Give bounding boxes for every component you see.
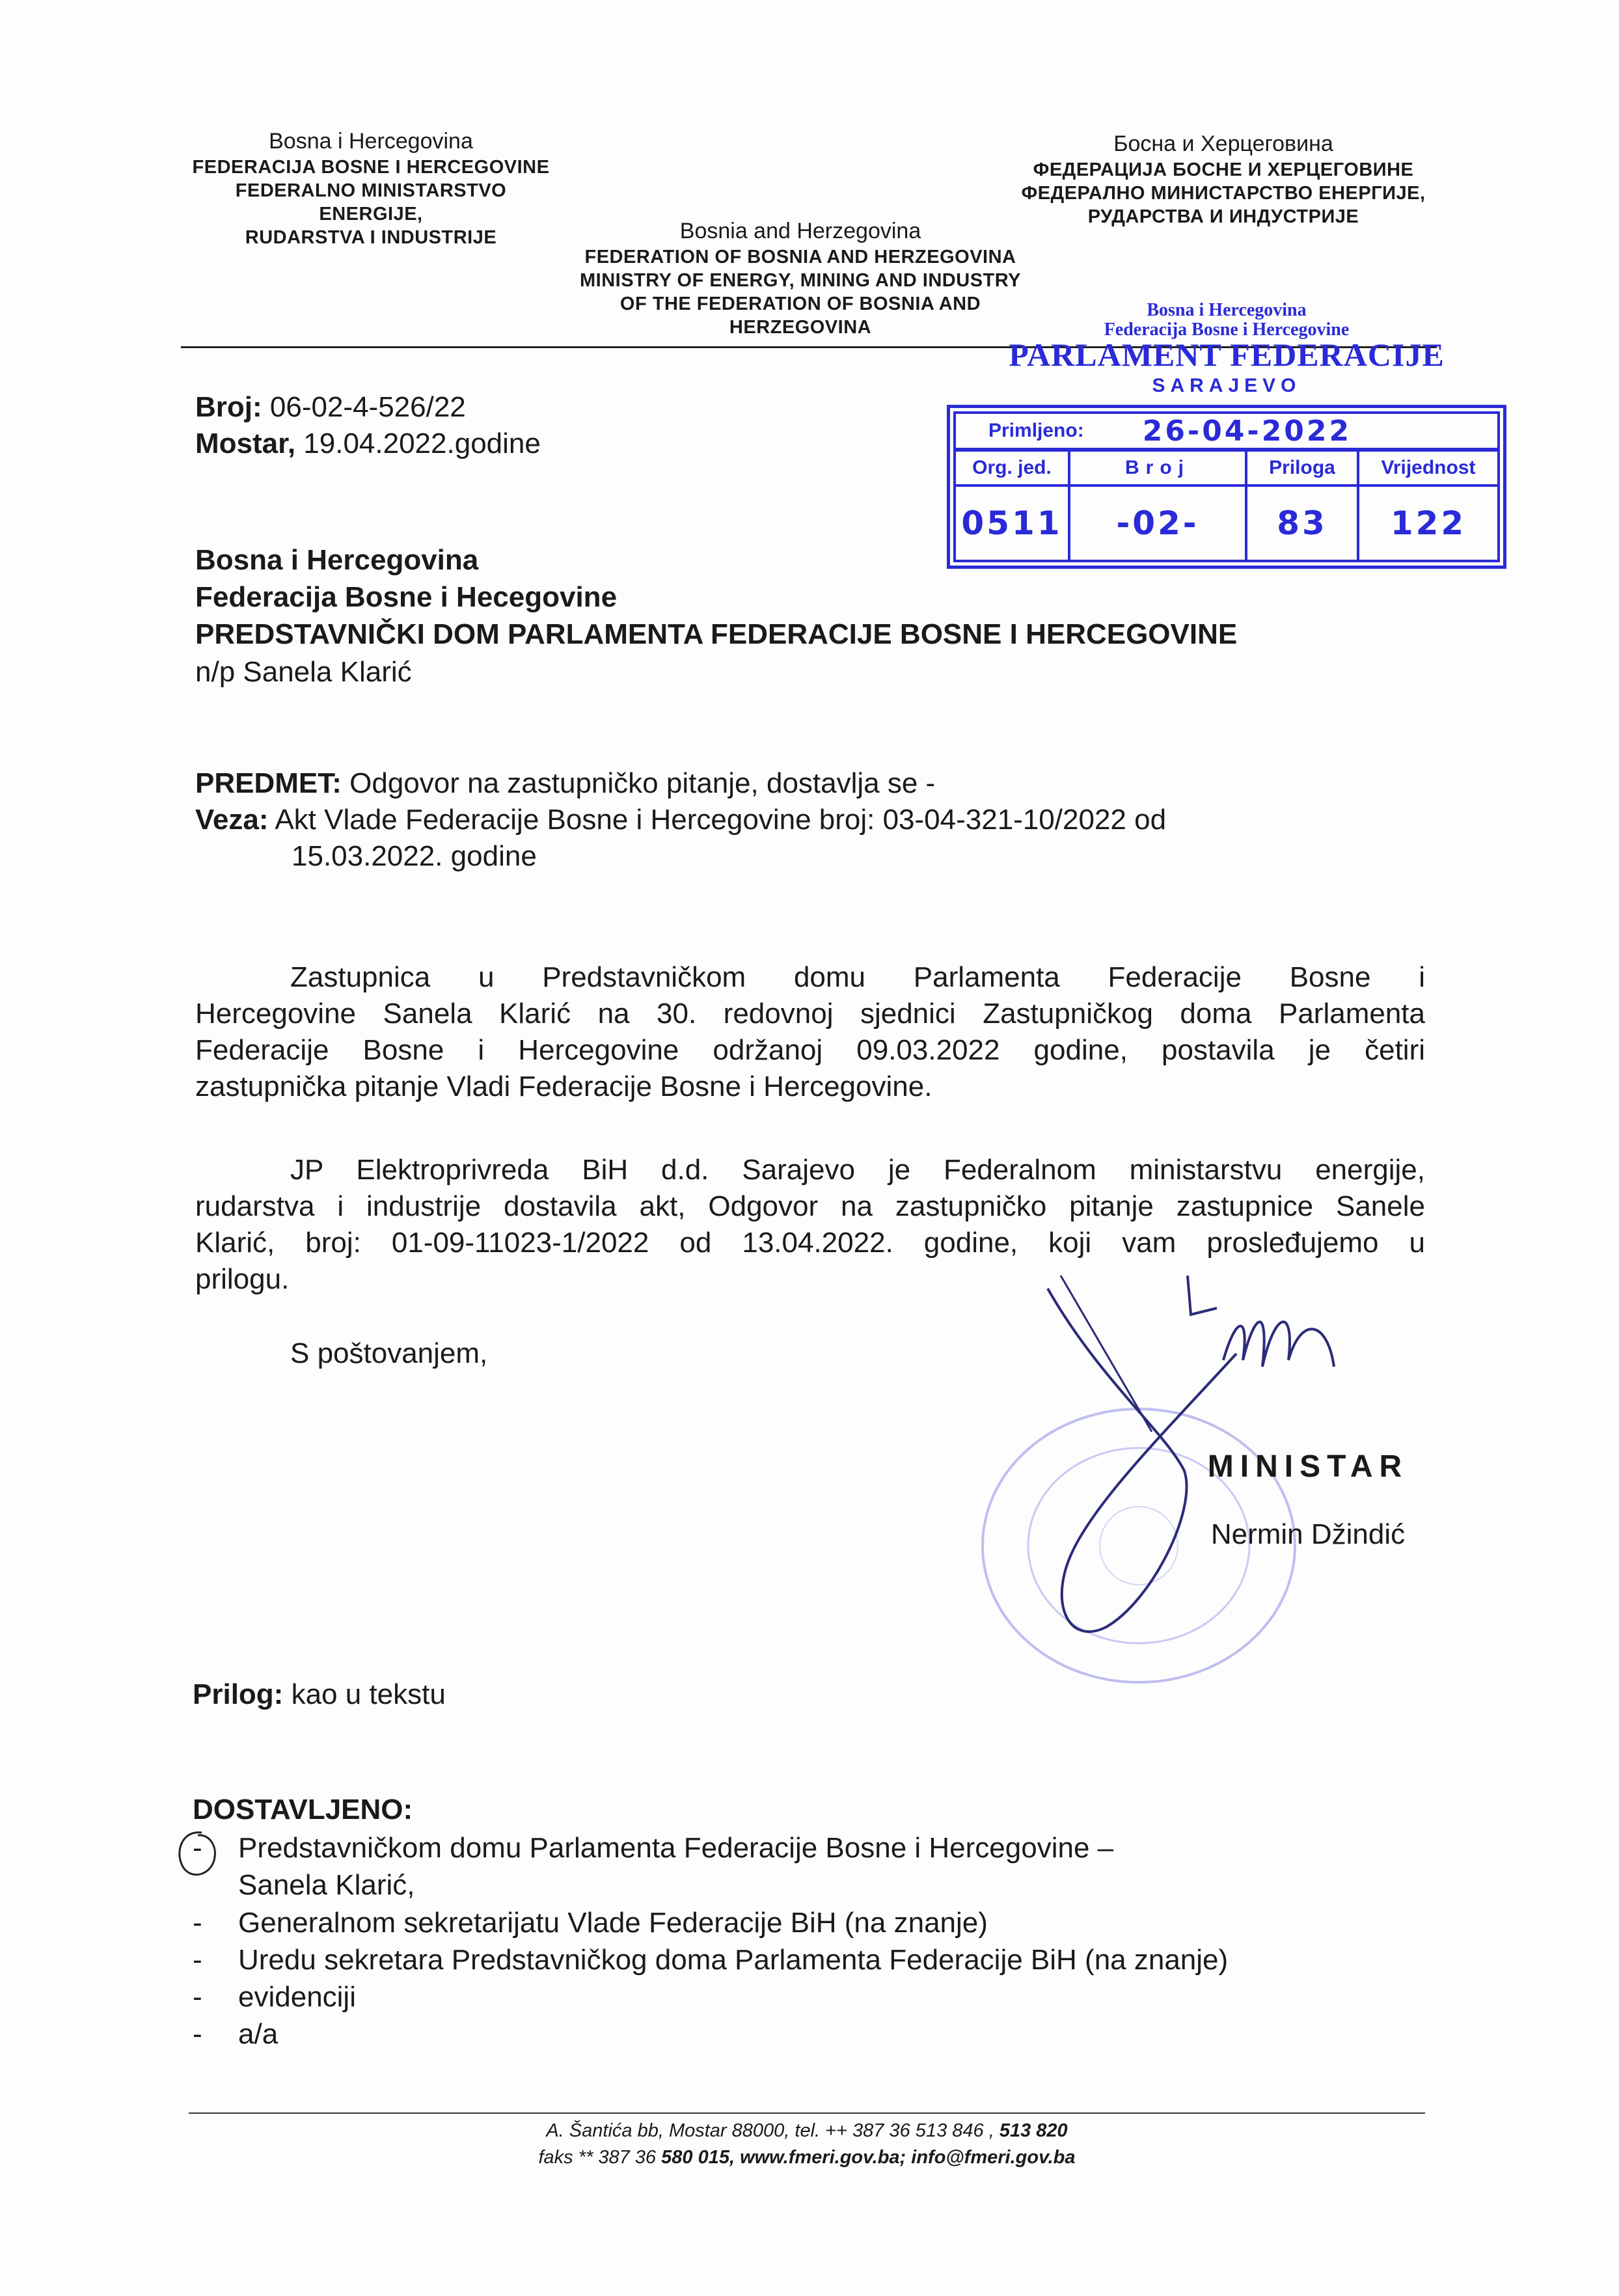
p2-line4: prilogu. (195, 1263, 290, 1295)
attachment-text: kao u tekstu (291, 1678, 446, 1710)
header-left (189, 128, 553, 250)
footer (189, 2118, 1425, 2170)
distribution-heading: DOSTAVLJENO: (193, 1794, 413, 1825)
p1-line1: Zastupnica u Predstavničkom domu Parlamenta Federacije Bosne i (290, 961, 1425, 993)
stamp-val-broj: -02- (1068, 484, 1247, 562)
document-meta (195, 389, 781, 463)
reference-text: Akt Vlade Federacije Bosne i Hercegovine broj: 03-04-321-10/2022 od (275, 803, 1167, 836)
stamp-val-org: 0511 (953, 484, 1070, 562)
header-center-line2: FEDERATION OF BOSNIA AND HERZEGOVINA (584, 246, 1016, 267)
signatory-name: Nermin Džindić (1210, 1518, 1406, 1550)
handwritten-signature (1022, 1237, 1386, 1653)
reference-line (195, 802, 1432, 838)
header-center-line5: HERZEGOVINA (729, 317, 872, 338)
reference-number-label: Broj: (195, 391, 262, 423)
list-item-continued (193, 1866, 1429, 1904)
list-marker: - (193, 1906, 202, 1939)
header-center-line4: OF THE FEDERATION OF BOSNIA AND (619, 294, 981, 314)
list-marker: - (193, 2018, 202, 2051)
recipient-block (195, 541, 1432, 690)
header-right-line2: ФЕДЕРАЦИЈА БОСНЕ И ХЕРЦЕГОВИНЕ (1033, 159, 1414, 180)
list-item (193, 1941, 1429, 1978)
footer-divider (189, 2112, 1425, 2114)
attachment-line (193, 1676, 446, 1713)
stamp-received-label: Primljeno: (988, 420, 1084, 441)
recipient-line2: Federacija Bosne i Hecegovine (195, 581, 618, 614)
stamp-val-priloga: 83 (1245, 484, 1359, 562)
header-left-line4: RUDARSTVA I INDUSTRIJE (245, 227, 497, 249)
header-left-line1: Bosna i Hercegovina (269, 129, 473, 154)
footer-address (189, 2118, 1425, 2144)
list-marker: - (193, 1832, 202, 1865)
closing: S poštovanjem, (290, 1337, 488, 1369)
document-date (195, 426, 781, 462)
header-right (1015, 130, 1432, 228)
stamp-line3: PARLAMENT FEDERACIJE (1009, 336, 1445, 373)
stamp-line4: SARAJEVO (1152, 375, 1301, 396)
stamp-line1: Bosna i Hercegovina (1147, 300, 1307, 320)
p2-line1: JP Elektroprivreda BiH d.d. Sarajevo je Federalnom ministarstvu energije, (290, 1154, 1425, 1186)
stamp-col-org: Org. jed. (953, 449, 1070, 487)
body-paragraph-1 (195, 959, 1425, 1105)
stamp-col-vrijednost: Vrijednost (1357, 449, 1500, 487)
recipient-line1: Bosna i Hercegovina (195, 544, 479, 576)
list-marker: - (193, 1980, 202, 2013)
footer-fax-prefix: faks ** 387 36 (538, 2146, 657, 2168)
footer-contact (189, 2144, 1425, 2171)
reference-number (195, 389, 781, 426)
list-marker: - (193, 1943, 202, 1976)
reference-label: Veza: (195, 803, 269, 836)
list-item-text: Sanela Klarić, (238, 1869, 415, 1902)
header-center-line1: Bosnia and Herzegovina (679, 219, 921, 243)
document-place: Mostar, (195, 428, 296, 460)
list-item (193, 1904, 1429, 1941)
list-item-text: evidenciji (238, 1980, 356, 2013)
subject-label: PREDMET: (195, 767, 342, 799)
footer-address-text: A. Šantića bb, Mostar 88000, tel. ++ 387 36 513 846 , (546, 2120, 994, 2141)
recipient-line3: PREDSTAVNIČKI DOM PARLAMENTA FEDERACIJE BOSNE I HERCEGOVINE (195, 618, 1238, 651)
stamp-val-vrijednost: 122 (1357, 484, 1500, 562)
distribution-block (193, 1791, 1429, 2053)
receipt-stamp (947, 298, 1506, 571)
header-left-line2: FEDERACIJA BOSNE I HERCEGOVINE (192, 156, 550, 178)
list-item-text: Generalnom sekretarijatu Vlade Federacije BiH (na znanje) (238, 1906, 988, 1939)
footer-contact-text: 580 015, www.fmeri.gov.ba; info@fmeri.gov.ba (661, 2146, 1076, 2168)
subject-line (195, 765, 1432, 802)
subject-text: Odgovor na zastupničko pitanje, dostavlja se - (349, 767, 936, 799)
list-item-text: Predstavničkom domu Parlamenta Federacije Bosne i Hercegovine – (238, 1832, 1114, 1865)
p2-line2: rudarstva i industrije dostavila akt, Odgovor na zastupničko pitanje zastupnice Sanele (195, 1190, 1425, 1222)
list-item-text: a/a (238, 2018, 279, 2051)
subject-block (195, 765, 1432, 875)
p1-line4: zastupnička pitanje Vladi Federacije Bosne i Hercegovine. (195, 1070, 932, 1102)
stamp-received-date: 26-04-2022 (1142, 414, 1352, 448)
footer-phone-2: 513 820 (999, 2120, 1068, 2141)
stamp-line2: Federacija Bosne i Hercegovine (1104, 320, 1350, 340)
reference-number-value: 06-02-4-526/22 (269, 391, 466, 423)
list-item (193, 1829, 1429, 1866)
attachment-label: Prilog: (193, 1678, 284, 1710)
header-right-line4: РУДАРСТВА И ИНДУСТРИЈЕ (1087, 206, 1359, 227)
hand-circle-mark (169, 1827, 221, 1882)
p1-line2: Hercegovine Sanela Klarić na 30. redovnoj sjednici Zastupničkog doma Parlamenta (195, 997, 1425, 1030)
list-item (193, 2016, 1429, 2053)
document-date-value: 19.04.2022.godine (303, 428, 541, 460)
p1-line3: Federacije Bosne i Hercegovine održanoj 09.03.2022 godine, postavila je četiri (195, 1033, 1425, 1066)
list-item-text: Uredu sekretara Predstavničkog doma Parlamenta Federacije BiH (na znanje) (238, 1943, 1229, 1976)
p2-line3: Klarić, broj: 01-09-11023-1/2022 od 13.04.2022. godine, koji vam prosleđujemo u (195, 1226, 1425, 1259)
signature-block (1171, 1449, 1445, 1551)
recipient-line4: n/p Sanela Klarić (195, 655, 412, 688)
stamp-col-broj: Broj (1068, 449, 1247, 487)
reference-line2: 15.03.2022. godine (292, 840, 537, 872)
header-right-line3: ФЕДЕРАЛНО МИНИСТАРСТВО ЕНЕРГИЈЕ, (1021, 182, 1426, 204)
header-right-line1: Босна и Херцеговина (1113, 131, 1333, 156)
header-left-line3: FEDERALNO MINISTARSTVO ENERGIJE, (235, 180, 507, 225)
signatory-title: MINISTAR (1207, 1449, 1409, 1484)
stamp-col-priloga: Priloga (1245, 449, 1359, 487)
stamp-received-cell (953, 411, 1500, 450)
list-item (193, 1978, 1429, 2016)
header-center-line3: MINISTRY OF ENERGY, MINING AND INDUSTRY (580, 269, 1021, 291)
